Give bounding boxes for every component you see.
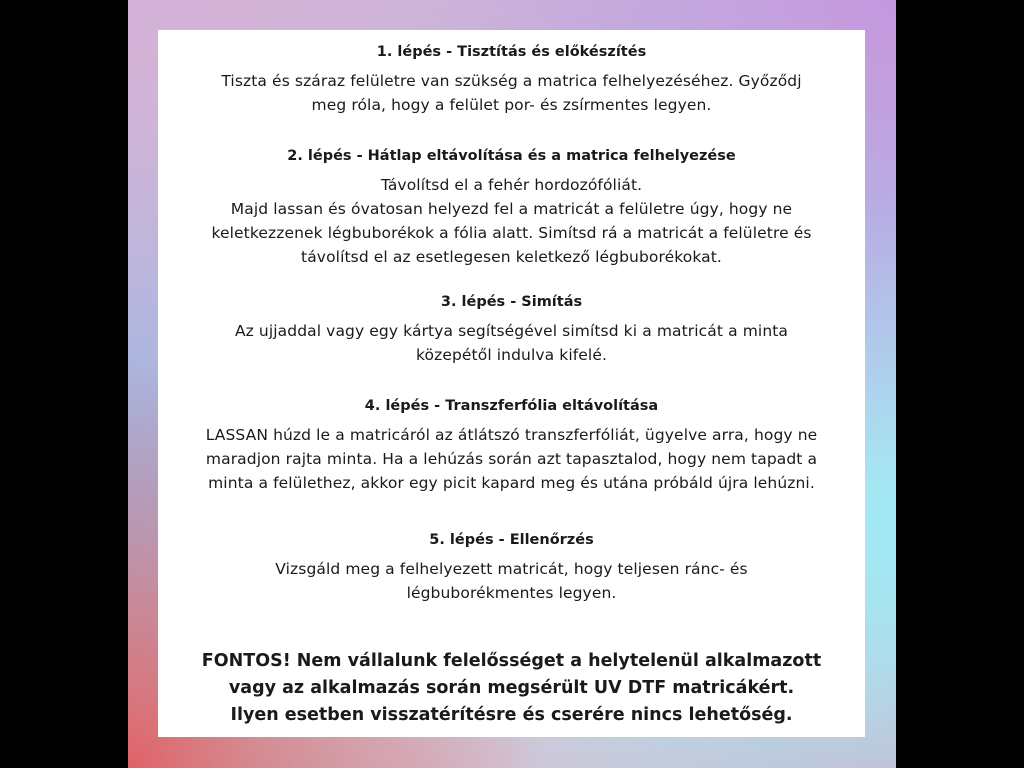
step-1-line: Tiszta és száraz felületre van szükség a matrica felhelyezéséhez. Győződj xyxy=(221,72,802,90)
step-2-title: 2. lépés - Hátlap eltávolítása és a matrica felhelyezése xyxy=(287,148,736,164)
step-5-title: 5. lépés - Ellenőrzés xyxy=(429,532,594,548)
step-3-line: Az ujjaddal vagy egy kártya segítségével simítsd ki a matricát a minta xyxy=(234,322,789,340)
important-notice xyxy=(158,648,865,729)
step-1-title: 1. lépés - Tisztítás és előkészítés xyxy=(376,44,647,60)
step-1-text xyxy=(158,69,865,117)
instructions-card xyxy=(158,30,865,737)
step-3-text xyxy=(158,319,865,367)
step-4-line: minta a felülethez, akkor egy picit kapard meg és utána próbáld újra lehúzni. xyxy=(208,474,815,492)
step-5-line: Vizsgáld meg a felhelyezett matricát, hogy teljesen ránc- és xyxy=(275,560,748,578)
step-2-line: távolítsd el az esetlegesen keletkező légbuborékokat. xyxy=(301,248,722,266)
step-3-title: 3. lépés - Simítás xyxy=(440,294,583,310)
step-3-section xyxy=(158,292,865,367)
step-3-line: közepétől indulva kifelé. xyxy=(416,346,607,364)
step-1-line: meg róla, hogy a felület por- és zsírmentes legyen. xyxy=(311,96,712,114)
step-4-text xyxy=(158,423,865,495)
step-4-title: 4. lépés - Transzferfólia eltávolítása xyxy=(364,398,659,414)
step-2-section xyxy=(158,146,865,269)
step-5-text xyxy=(158,557,865,605)
step-4-line: maradjon rajta minta. Ha a lehúzás során azt tapasztalod, hogy nem tapadt a xyxy=(205,450,818,468)
step-4-line: LASSAN húzd le a matricáról az átlátszó transzferfóliát, ügyelve arra, hogy ne xyxy=(205,426,818,444)
step-4-section xyxy=(158,396,865,495)
notice-line: Ilyen esetben visszatérítésre és cserére nincs lehetőség. xyxy=(230,705,793,725)
step-5-section xyxy=(158,530,865,605)
step-2-line: Távolítsd el a fehér hordozófóliát. xyxy=(380,176,643,194)
gradient-background xyxy=(128,0,896,768)
notice-line: FONTOS! Nem vállalunk felelősséget a helytelenül alkalmazott xyxy=(201,651,822,671)
step-2-text xyxy=(158,173,865,269)
step-1-section xyxy=(158,42,865,117)
step-2-line: keletkezzenek légbuborékok a fólia alatt. Simítsd rá a matricát a felületre és xyxy=(211,224,812,242)
notice-line: vagy az alkalmazás során megsérült UV DTF matricákért. xyxy=(228,678,795,698)
step-5-line: légbuborékmentes legyen. xyxy=(406,584,617,602)
step-2-line: Majd lassan és óvatosan helyezd fel a matricát a felületre úgy, hogy ne xyxy=(230,200,793,218)
